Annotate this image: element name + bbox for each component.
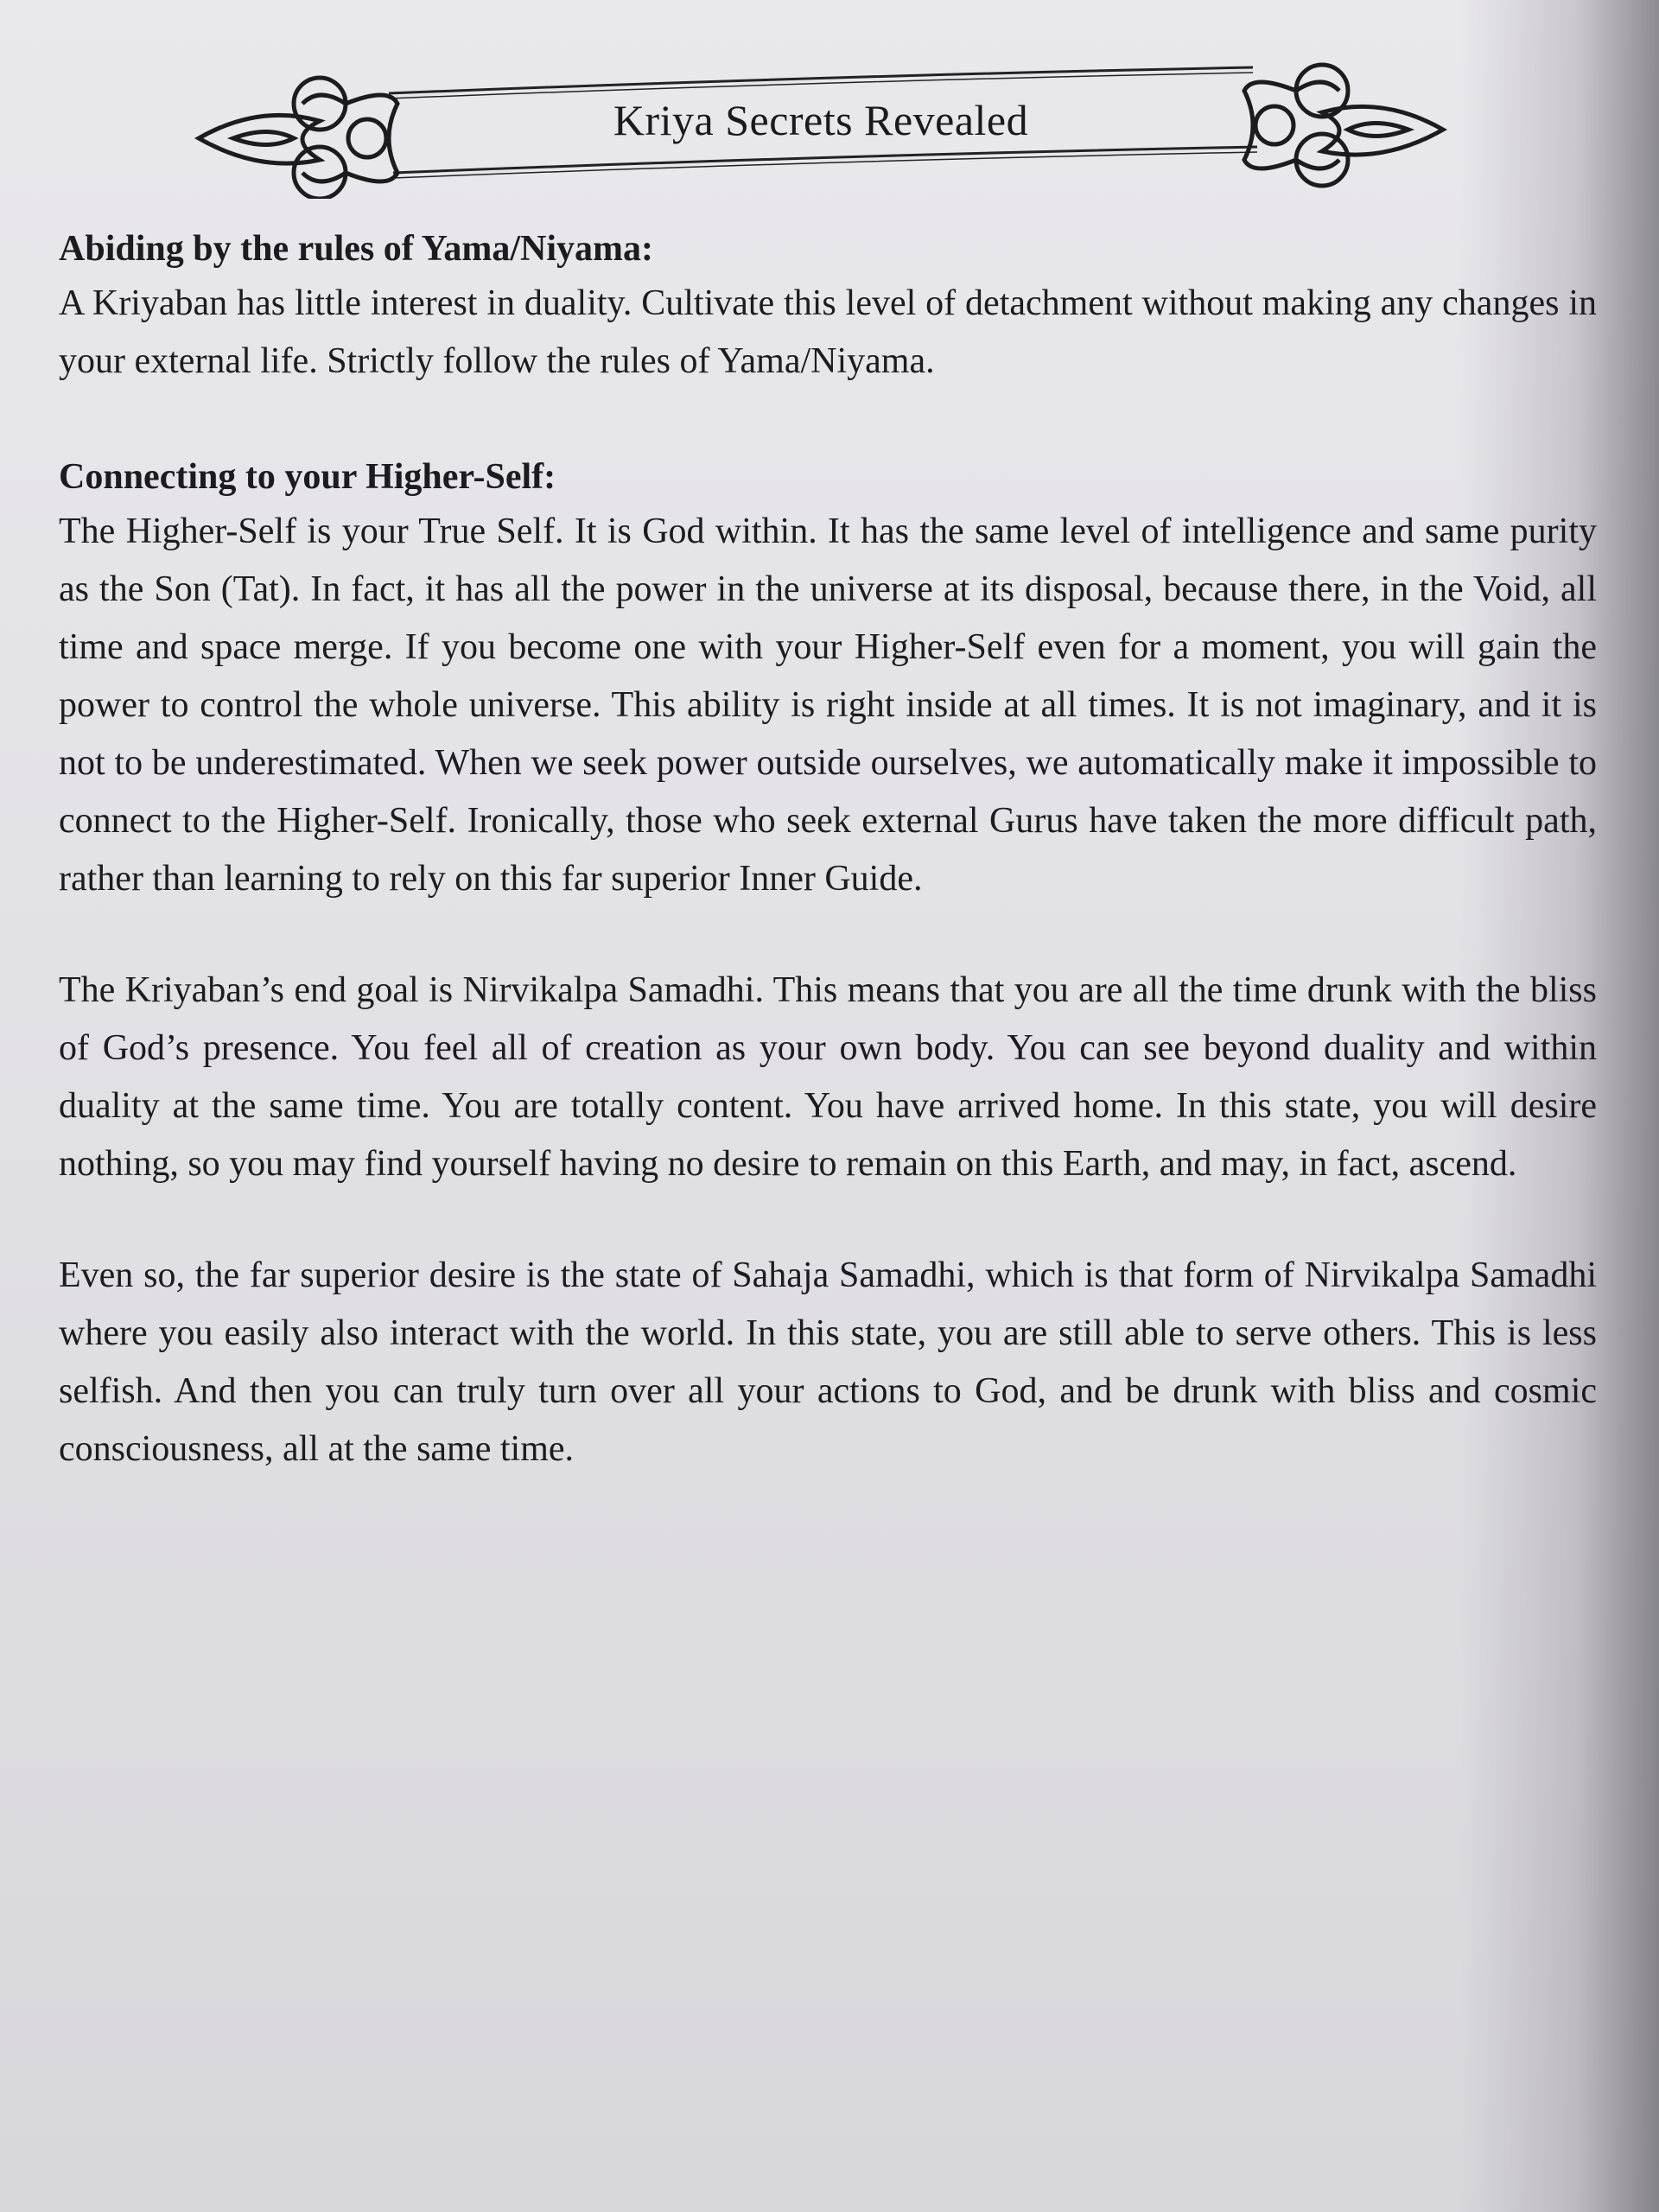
section-higher-self (59, 451, 1597, 908)
section-yama-niyama (59, 223, 1597, 391)
running-header-title: Kriya Secrets Revealed (613, 96, 1029, 144)
section-paragraph: The Higher-Self is your True Self. It is God within. It has the same level of intelligence and same purity as the Son (Tat). In fact, it has all the power in the universe at its disposal, because there, in the Void, all time and space merge. If you become one with your Higher-Self even for a moment, you will gain the power to control the whole universe. This ability is right inside at all times. It is not imaginary, and it is not to be underestimated. When we seek power outside ourselves, we automatically make it impossible to connect to the Higher-Self. Ironically, those who seek external Gurus have taken the more difficult path, rather than learning to rely on this far superior Inner Guide. (59, 512, 1597, 899)
section-paragraph: The Kriyaban’s end goal is Nirvikalpa Samadhi. This means that you are all the time drunk with the bliss of God’s presence. You feel all of creation as your own body. You can see beyond duality and within duality at the same time. You are totally content. You have arrived home. In this state, you will desire nothing, so you may find yourself having no desire to remain on this Earth, and may, in fact, ascend. (59, 970, 1597, 1184)
page-header-banner (181, 52, 1460, 199)
section-sahaja (59, 1247, 1597, 1478)
page-body (59, 223, 1597, 1532)
section-heading: Abiding by the rules of Yama/Niyama: (59, 229, 653, 269)
section-paragraph: Even so, the far superior desire is the state of Sahaja Samadhi, which is that form of Nirvikalpa Samadhi where you easily also interact with the world. In this state, you are still able to serve others. This is less selfish. And then you can truly turn over all your actions to God, and be drunk with bliss and cosmic consciousness, all at the same time. (59, 1255, 1597, 1469)
section-nirvikalpa (59, 962, 1597, 1193)
section-paragraph: A Kriyaban has little interest in duality. Cultivate this level of detachment without making any changes in your external life. Strictly follow the rules of Yama/Niyama. (59, 283, 1597, 381)
section-heading: Connecting to your Higher-Self: (59, 457, 556, 497)
